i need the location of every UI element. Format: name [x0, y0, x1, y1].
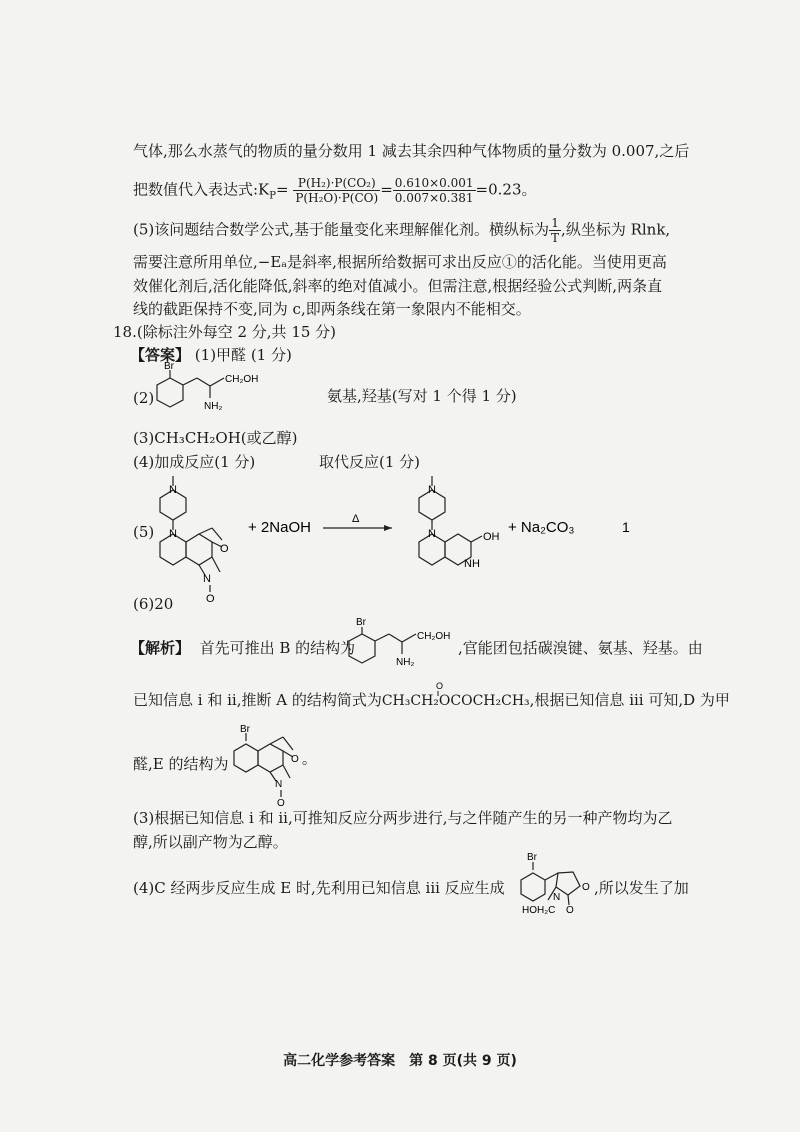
- fraction-numerator: 0.610×0.001: [394, 176, 474, 190]
- text-segment: (5)该问题结合数学公式,基于能量变化来理解催化剂。横纵标为: [133, 220, 550, 239]
- text-segment: 已知信息 i 和 ii,推断 A 的结构简式为: [133, 691, 382, 709]
- period: 。: [302, 751, 316, 767]
- nh-label: NH: [464, 558, 480, 570]
- o-label-ring: O: [291, 754, 299, 765]
- product-na2co3: + Na₂CO₃: [508, 519, 575, 536]
- nh2-label: NH₂: [204, 401, 223, 412]
- text-segment: ,纵坐标为 Rlnk,: [561, 220, 671, 239]
- answer-6: (6)20: [133, 595, 174, 613]
- analysis-line: 醇,所以副产物为乙醇。: [133, 833, 288, 851]
- answer-4b: 取代反应(1 分): [319, 453, 421, 471]
- answer-1: (1)甲醛 (1 分): [194, 346, 292, 364]
- o-label-carbonyl: O: [206, 593, 215, 605]
- text-segment: 把数值代入表达式:K: [133, 180, 270, 199]
- text-line: 需要注意所用单位,−Eₐ是斜率,根据所给数据可求出反应①的活化能。当使用更高: [133, 253, 667, 271]
- hoh2c-label: HOH₂C: [522, 905, 556, 916]
- text-segment: ,所以发生了加: [594, 879, 689, 897]
- n-label-ring: N: [203, 573, 211, 585]
- answer-2-text: 氨基,羟基(写对 1 个得 1 分): [327, 387, 517, 405]
- formula-line: 把数值代入表达式$:K_P=$ $\frac{\text{P(H₂)·P(CO₂)}}{\text{P(H₂O)·P(CO)}}$ = $\frac{0.610\times 0.001}{0.007\times 0.381}$ =0.23。: [133, 176, 537, 205]
- o-label: O: [436, 681, 444, 691]
- fraction-denominator: P(H₂O)·P(CO): [295, 191, 379, 205]
- o-label-ring: O: [582, 882, 590, 893]
- ch2oh-label: CH₂OH: [417, 631, 451, 642]
- page-footer: 高二化学参考答案 第 8 页(共 9 页): [283, 1053, 517, 1069]
- br-label: Br: [356, 617, 366, 628]
- n-label-bottom: N: [169, 528, 177, 540]
- n-label-top: N: [428, 484, 436, 496]
- n-label-top: N: [169, 484, 177, 496]
- nh2-label: NH₂: [396, 657, 415, 668]
- text-segment: ,官能团包括碳溴键、氨基、羟基。由: [458, 639, 703, 657]
- answer-tag: 【答案】: [130, 346, 191, 364]
- oh-label: OH: [483, 531, 500, 543]
- text-line: 线的截距保持不变,同为 c,即两条线在第一象限内不能相交。: [133, 300, 531, 318]
- text-segment: 首先可推出 B 的结构为: [199, 639, 356, 657]
- analysis-line: (3)根据已知信息 i 和 ii,可推知反应分两步进行,与之伴随产生的另一种产物均为乙: [133, 809, 673, 827]
- question-header: 18.(除标注外每空 2 分,共 15 分): [113, 323, 337, 341]
- n-label-bottom: N: [428, 528, 436, 540]
- answer-number: (2): [133, 389, 155, 407]
- result: =0.23。: [475, 180, 537, 199]
- equals: =: [276, 180, 289, 199]
- fraction-denominator: 0.007×0.381: [394, 191, 474, 205]
- formula-a: CH₃CH₂OCOCH₂CH₃: [381, 693, 530, 709]
- o-label-carbonyl: O: [566, 905, 574, 916]
- answer-3: (3)CH₃CH₂OH(或乙醇): [133, 429, 298, 447]
- fraction-denominator: T: [551, 231, 560, 245]
- reagent-naoh: + 2NaOH: [248, 519, 311, 536]
- br-label: Br: [527, 852, 537, 863]
- text-line: 效催化剂后,活化能降低,斜率的绝对值减小。但需注意,根据经验公式判断,两条直: [133, 277, 663, 295]
- n-label: N: [553, 892, 561, 903]
- answer-number: (5): [133, 523, 155, 541]
- o-label-carbonyl: O: [277, 798, 285, 809]
- heat-symbol: Δ: [352, 513, 360, 525]
- analysis-line: 醛,E 的结构为: [133, 755, 229, 773]
- fraction-numerator: P(H₂)·P(CO₂): [293, 176, 380, 191]
- subscript: P: [269, 190, 276, 202]
- text-segment: ,根据已知信息 iii 可知,D 为甲: [529, 691, 730, 709]
- fraction-numerator: 1: [549, 216, 561, 231]
- br-label: Br: [164, 361, 174, 372]
- br-label: Br: [240, 724, 250, 735]
- answer-4a: (4)加成反应(1 分): [133, 453, 256, 471]
- n-label: N: [275, 779, 283, 790]
- analysis-line: (4)C 经两步反应生成 E 时,先利用已知信息 iii 反应生成: [133, 879, 505, 897]
- ch2oh-label: CH₂OH: [225, 374, 259, 385]
- o-label-ring: O: [220, 543, 229, 555]
- analysis-tag: 【解析】: [130, 639, 191, 657]
- text-line: 气体,那么水蒸气的物质的量分数用 1 减去其余四种气体物质的量分数为 0.007,之后: [133, 142, 690, 160]
- score-mark: 1: [622, 519, 630, 535]
